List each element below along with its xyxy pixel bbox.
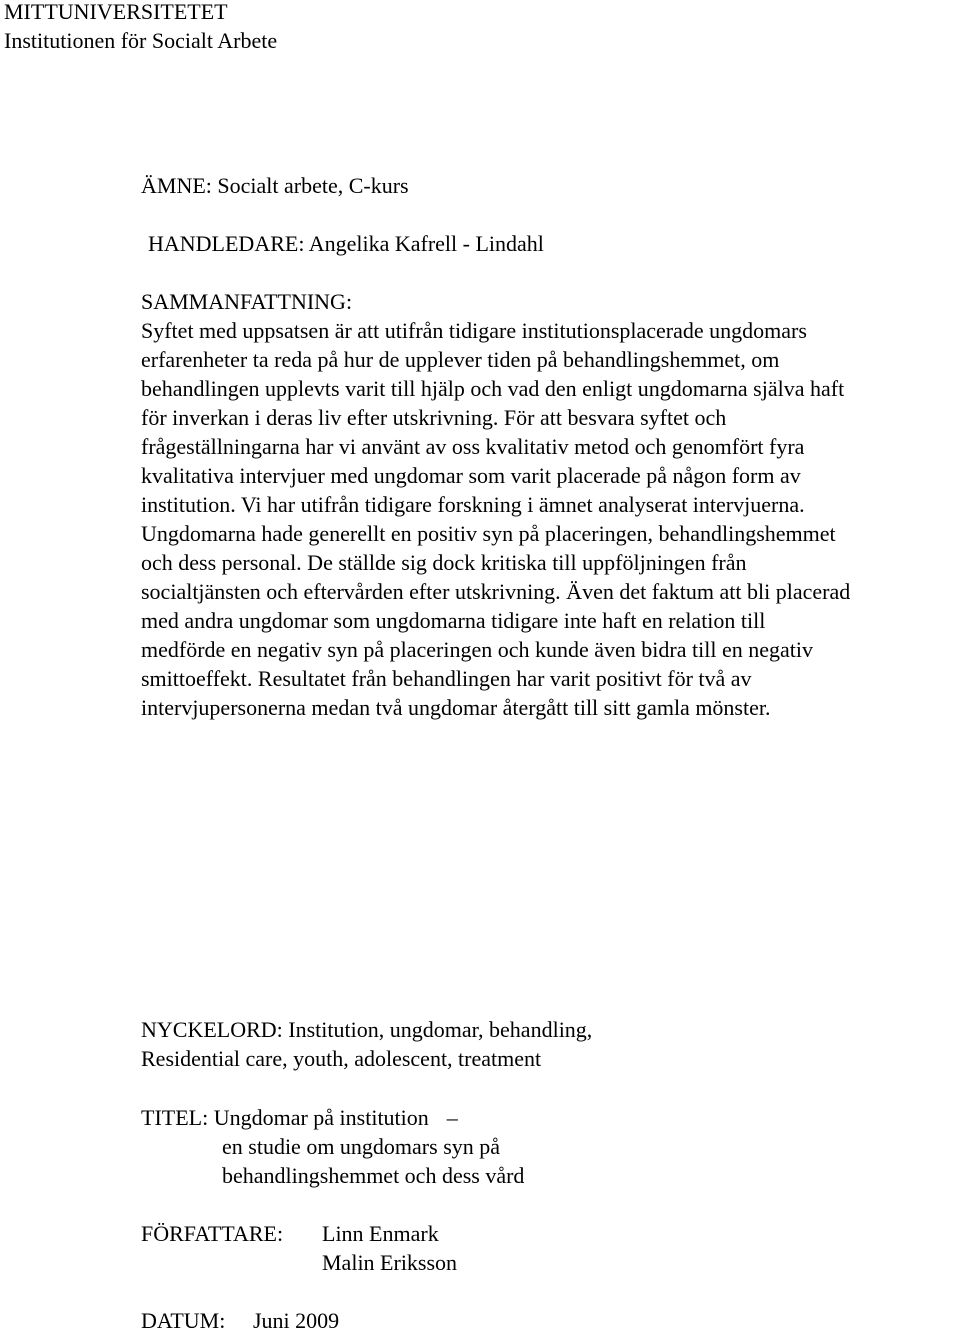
authors-section [141,1219,457,1277]
keywords-line-1: NYCKELORD: Institution, ungdomar, behandling, [141,1017,593,1042]
authors-label: FÖRFATTARE: [141,1221,284,1246]
keywords-section [141,1015,592,1073]
summary-line: smittoeffekt. Resultatet från behandlingen har varit positivt för två av [141,666,752,691]
summary-line: institution. Vi har utifrån tidigare forskning i ämnet analyserat intervjuerna. [141,492,805,517]
summary-line: behandlingen upplevts varit till hjälp och vad den enligt ungdomarna själva haft [141,376,845,401]
summary-line: Ungdomarna hade generellt en positiv syn på placeringen, behandlingshemmet [141,521,836,546]
author-name: Linn Enmark [322,1221,439,1246]
summary-heading: SAMMANFATTNING: [141,289,353,314]
title-dash: – [446,1105,458,1130]
summary-line: och dess personal. De ställde sig dock kritiska till uppföljningen från [141,550,747,575]
author-line-1 [141,1219,457,1248]
summary-line: intervjupersonerna medan två ungdomar återgått till sitt gamla mönster. [141,695,771,720]
document-header [4,0,277,55]
summary-line: medförde en negativ syn på placeringen och kunde även bidra till en negativ [141,637,813,662]
author-name: Malin Eriksson [322,1250,458,1275]
subject-line: ÄMNE: Socialt arbete, C-kurs [141,173,409,198]
summary-line: Syftet med uppsatsen är att utifrån tidigare institutionsplacerade ungdomars [141,318,807,343]
title-line-1 [141,1103,524,1132]
date-label: DATUM: [141,1308,226,1333]
summary-line: för inverkan i deras liv efter utskrivning. För att besvara syftet och [141,405,727,430]
summary-line: socialtjänsten och eftervården efter utskrivning. Även det faktum att bli placerad [141,579,851,604]
summary-line: kvalitativa intervjuer med ungdomar som varit placerade på någon form av [141,463,801,488]
supervisor-line: HANDLEDARE: Angelika Kafrell - Lindahl [148,231,544,256]
keywords-line-2: Residential care, youth, adolescent, treatment [141,1046,542,1071]
date-section [141,1306,339,1335]
summary-line: frågeställningarna har vi använt av oss kvalitativ metod och genomfört fyra [141,434,805,459]
summary-line: erfarenheter ta reda på hur de upplever tiden på behandlingshemmet, om [141,347,780,372]
title-line-2: en studie om ungdomars syn på [222,1134,501,1159]
title-main: TITEL: Ungdomar på institution [141,1105,429,1130]
university-name: MITTUNIVERSITETET [4,0,228,24]
summary-section [141,287,850,722]
summary-line: med andra ungdomar som ungdomarna tidigare inte haft en relation till [141,608,766,633]
department-name: Institutionen för Socialt Arbete [4,28,278,53]
title-line-3: behandlingshemmet och dess vård [222,1163,525,1188]
title-section [141,1103,524,1190]
date-value: Juni 2009 [253,1308,340,1333]
